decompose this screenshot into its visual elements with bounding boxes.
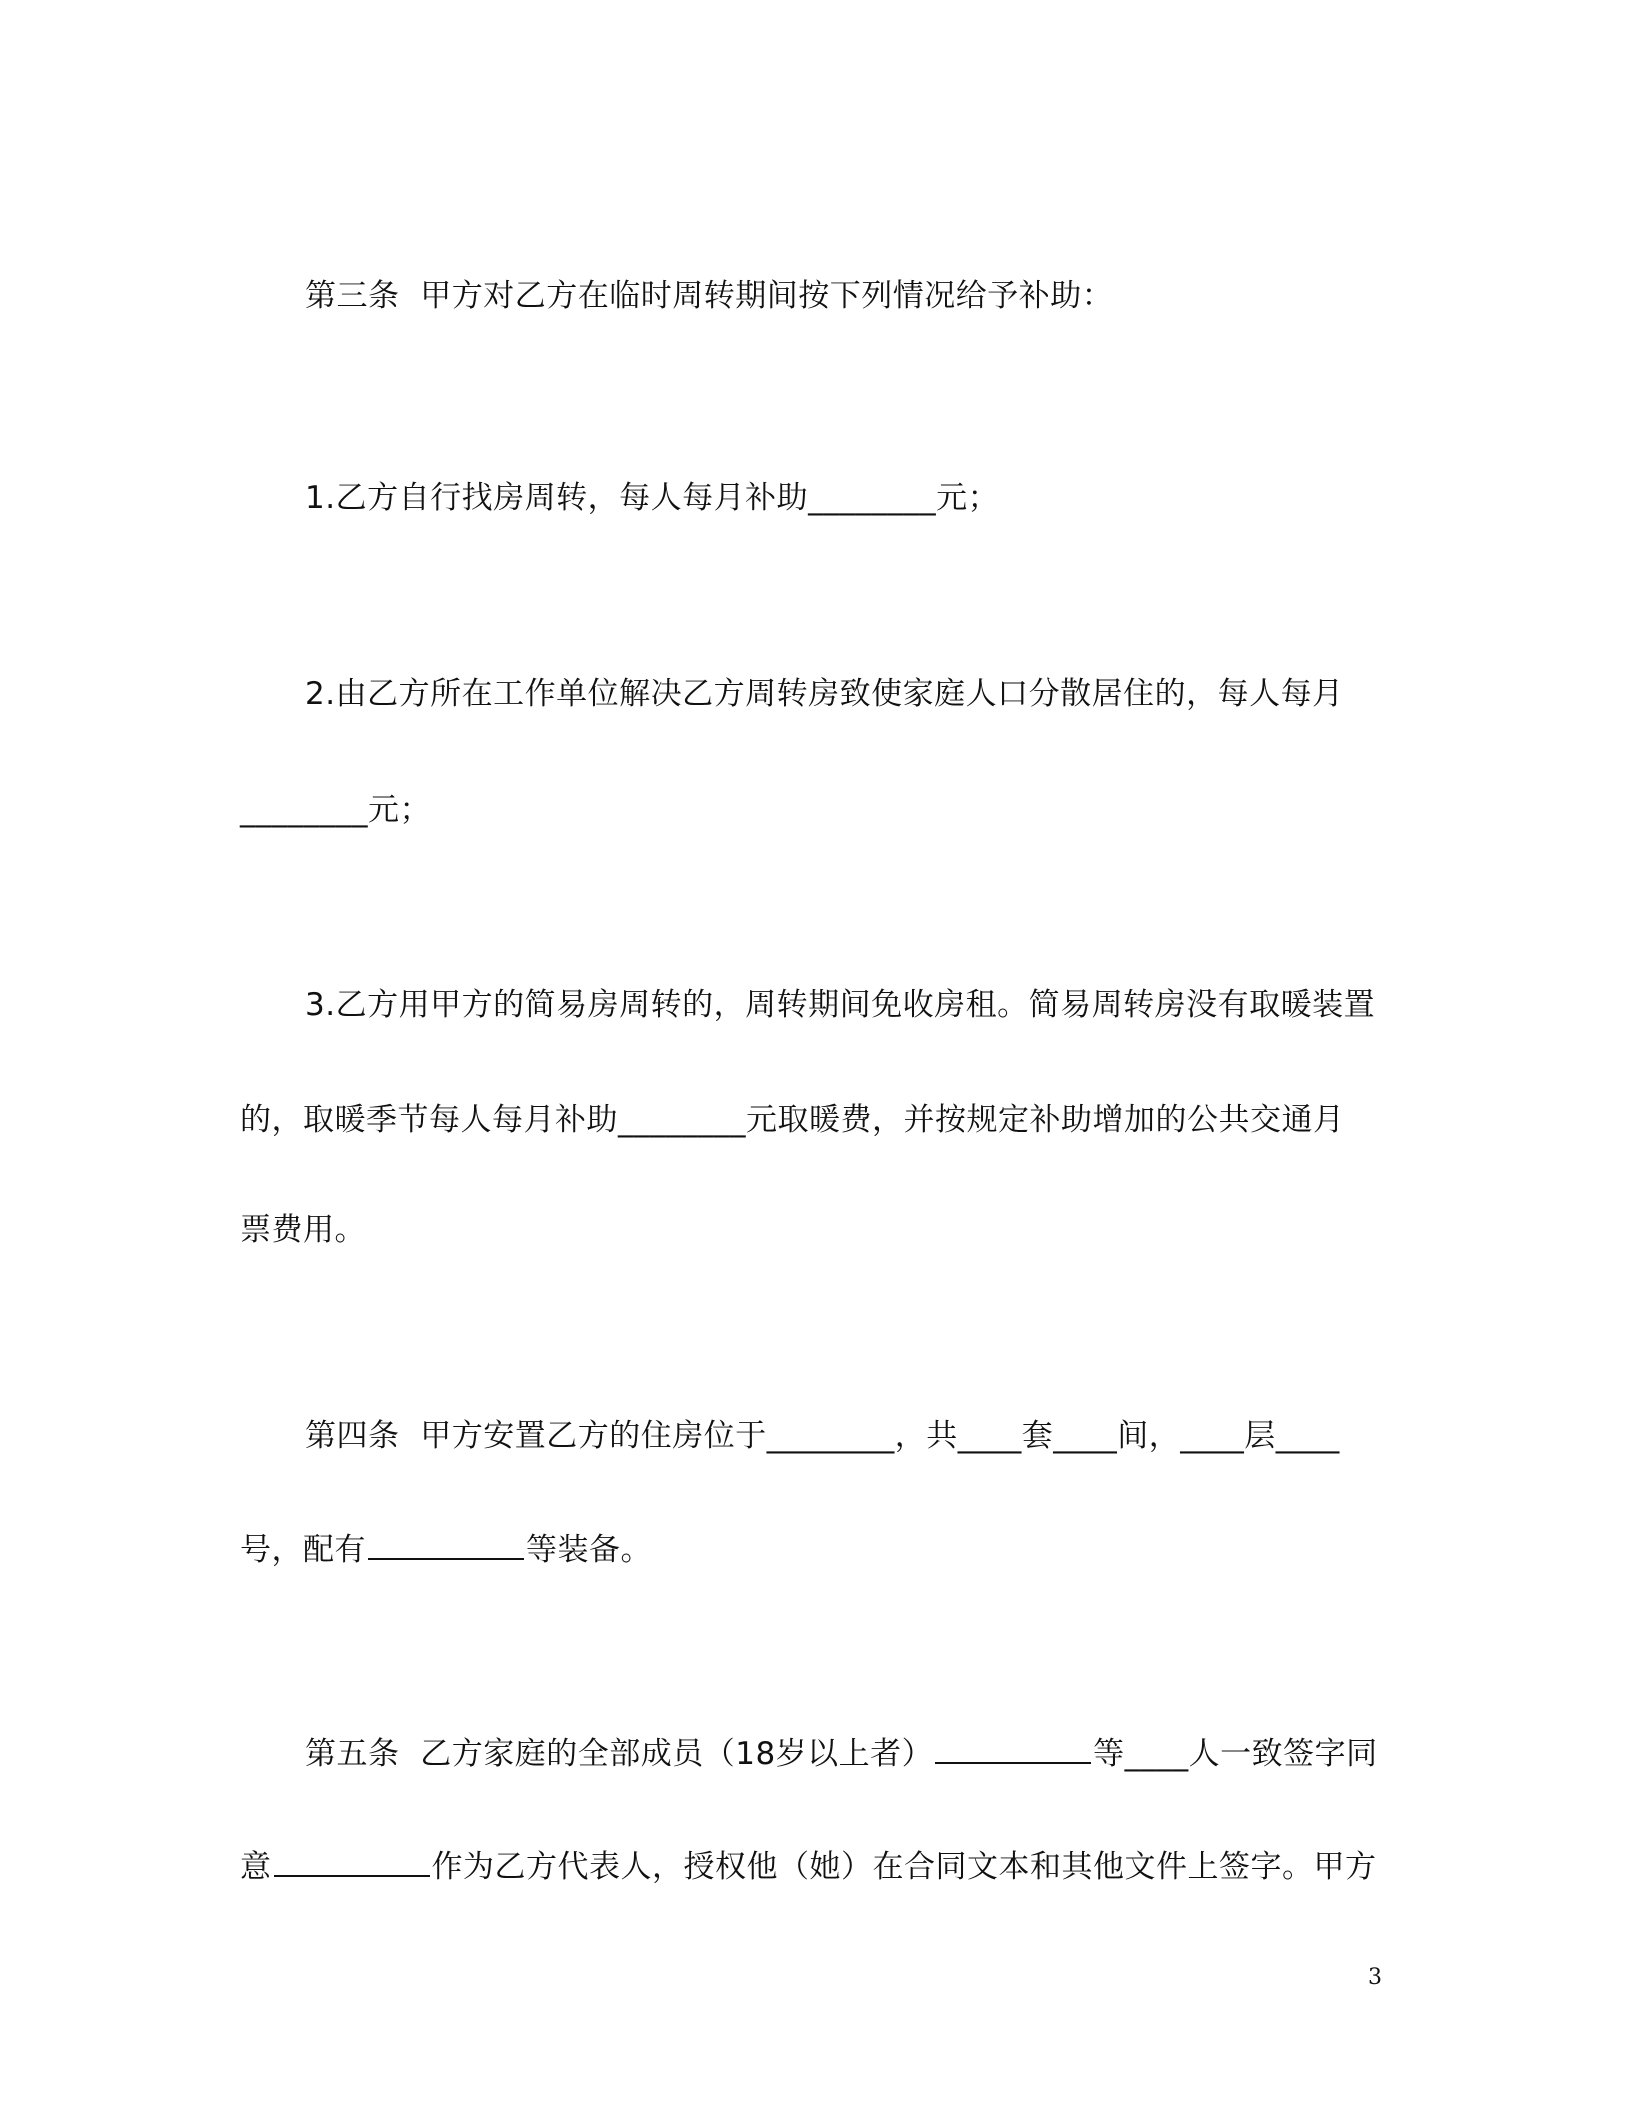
item3-line1: [305, 985, 1375, 1025]
item2-line1: [305, 674, 1344, 714]
item1-line: [305, 478, 999, 518]
article3-heading: 第三条: [305, 278, 400, 314]
article3-line: [305, 276, 1113, 316]
item2-text-line1: 2.由乙方所在工作单位解决乙方周转房致使家庭人口分散居住的，每人每月: [305, 676, 1344, 712]
article5-text-line1-after: 等____人一致签字同: [1093, 1736, 1378, 1772]
item2-text-line2: ________元；: [240, 792, 431, 828]
item3-text-line3: 票费用。: [240, 1212, 366, 1248]
equipment-blank: [368, 1528, 524, 1560]
representative-blank: [274, 1845, 430, 1877]
article4-line1: [305, 1416, 1340, 1456]
article5-line1: [305, 1732, 1378, 1774]
article4-text-line2-after: 等装备。: [526, 1532, 652, 1568]
item3-line3: [240, 1210, 366, 1250]
article3-intro: 甲方对乙方在临时周转期间按下列情况给予补助：: [420, 278, 1114, 314]
article4-line2: [240, 1528, 652, 1570]
item3-line2: [240, 1100, 1345, 1140]
article5-line2: [240, 1845, 1377, 1887]
article5-text-line2-after: 作为乙方代表人，授权他（她）在合同文本和其他文件上签字。甲方: [431, 1849, 1377, 1885]
members-blank: [935, 1732, 1091, 1764]
article5-heading: 第五条: [305, 1736, 400, 1772]
article5-text-line1-before: 乙方家庭的全部成员（18岁以上者）: [420, 1736, 934, 1772]
article4-text-line2-before: 号，配有: [240, 1532, 366, 1568]
page-number: 3: [1368, 1965, 1382, 1990]
item3-text-line2: 的，取暖季节每人每月补助________元取暖费，并按规定补助增加的公共交通月: [240, 1102, 1345, 1138]
article5-text-line2-before: 意: [240, 1849, 272, 1885]
item1-text: 1.乙方自行找房周转，每人每月补助________元；: [305, 480, 1000, 516]
item3-text-line1: 3.乙方用甲方的简易房周转的，周转期间免收房租。简易周转房没有取暖装置: [305, 987, 1376, 1023]
article4-heading: 第四条: [305, 1418, 400, 1454]
article4-text-line1: 甲方安置乙方的住房位于________，共____套____间，____层____: [420, 1418, 1340, 1454]
item2-line2: [240, 790, 431, 830]
